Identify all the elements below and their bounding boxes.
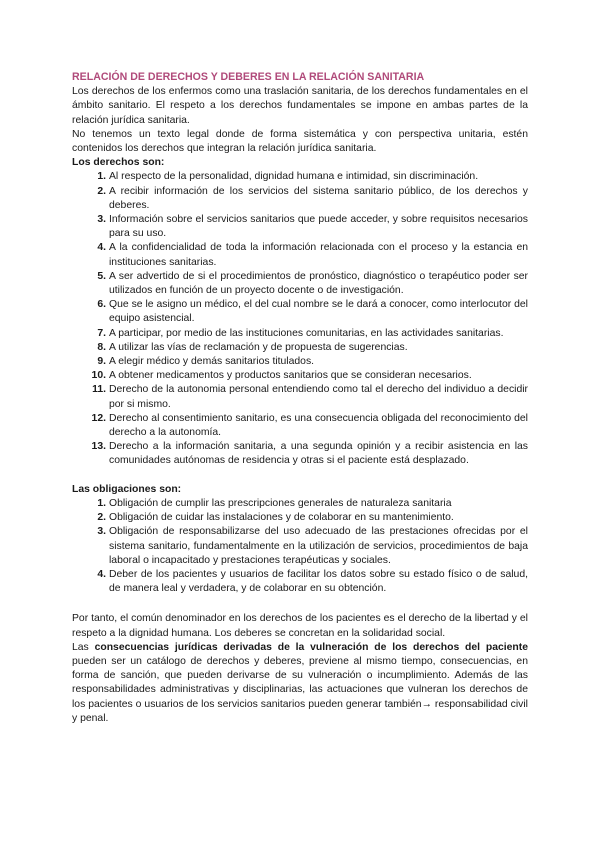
rights-item: 13. Derecho a la información sanitaria, a una segunda opinión y a recibir asistencia en las comunidades autónomas de residencia y otras si el paciente está desplazado.: [91, 441, 528, 467]
rights-item: 1. Al respecto de la personalidad, dignidad humana e intimidad, sin discriminación.: [97, 171, 479, 183]
rights-item: 3. Información sobre el servicios sanitarios que puede acceder, y sobre requisitos necesarios para su uso.: [97, 214, 528, 240]
intro-paragraph-1: Los derechos de los enfermos como una traslación sanitaria, de los derechos fundamentales en el ámbito sanitario. El respeto a los derechos fundamentales se impone en ambas partes de la relación jurídica sanitaria.: [72, 86, 528, 126]
rights-item: 2. A recibir información de los servicios del sistema sanitario público, de los derechos y deberes.: [97, 185, 528, 211]
obligations-item: 3. Obligación de responsabilizarse del uso adecuado de las prestaciones ofrecidas por el sistema sanitario, fundamentalmente en la utilización de servicios, procedimientos de baja laboral o incapacitado y prestaciones terapéuticas y sociales.: [97, 526, 528, 566]
obligations-item: 2. Obligación de cuidar las instalaciones y de colaborar en su mantenimiento.: [97, 512, 454, 524]
consequences-paragraph: Las consecuencias jurídicas derivadas de la vulneración de los derechos del paciente pueden ser un catálogo de derechos y deberes, previene al mismo tiempo, consecuencias, en forma de sanción, que pueden derivarse de su vulneración o incumplimiento. Además de las responsabilidades administrativas y disciplinarias, las actuaciones que vulneran los derechos de los pacientes o usuarios de los servicios sanitarios pueden generar también→ responsabilidad civil y penal.: [72, 641, 528, 724]
obligations-item: 4. Deber de los pacientes y usuarios de facilitar los datos sobre su estado físico o de salud, de manera leal y verdadera, y de colaborar en su obtención.: [97, 568, 528, 595]
rights-item: 8. A utilizar las vías de reclamación y de propuesta de sugerencias.: [97, 341, 408, 353]
rights-item: 9. A elegir médico y demás sanitarios titulados.: [97, 356, 315, 368]
obligations-list: [72, 497, 528, 596]
document-title: RELACIÓN DE DERECHOS Y DEBERES EN LA RELACIÓN SANITARIA: [72, 71, 425, 83]
intro-paragraph-2: No tenemos un texto legal donde de forma sistemática y con perspectiva unitaria, estén contenidos los derechos que integran la relación jurídica sanitaria.: [72, 128, 528, 155]
obligations-heading: Las obligaciones son:: [72, 483, 182, 495]
consequences-bold: consecuencias jurídicas derivadas de la vulneración de los derechos del paciente: [94, 641, 528, 653]
document-page: [72, 70, 528, 726]
rights-item: 12. Derecho al consentimiento sanitario, es una consecuencia obligada del reconocimiento del derecho a la autonomía.: [91, 412, 528, 439]
conclusion-paragraph: Por tanto, el común denominador en los derechos de los pacientes es el derecho de la libertad y el respeto a la dignidad humana. Los deberes se concretan en la solidaridad social.: [72, 613, 528, 639]
rights-item: 11. Derecho de la autonomia personal entendiendo como tal el derecho del individuo a decidir por si mismo.: [92, 384, 528, 410]
rights-item: 4. A la confidencialidad de toda la información relacionada con el proceso y la estancia en instituciones sanitarias.: [97, 242, 528, 268]
rights-item: 7. A participar, por medio de las instituciones comunitarias, en las actividades sanitarias.: [97, 327, 504, 339]
rights-list: [72, 170, 528, 468]
obligations-item: 1. Obligación de cumplir las prescripciones generales de naturaleza sanitaria: [97, 497, 452, 509]
rights-item: 6. Que se le asigno un médico, el del cual nombre se le dará a conocer, como interlocutor del equipo asistencial.: [97, 299, 528, 325]
rights-heading: Los derechos son:: [72, 157, 165, 169]
rights-item: 10. A obtener medicamentos y productos sanitarios que se consideran necesarios.: [91, 370, 472, 382]
rights-item: 5. A ser advertido de si el procedimientos de pronóstico, diagnóstico o terapéutico poder ser utilizados en función de un proyecto docente o de investigación.: [97, 270, 528, 297]
